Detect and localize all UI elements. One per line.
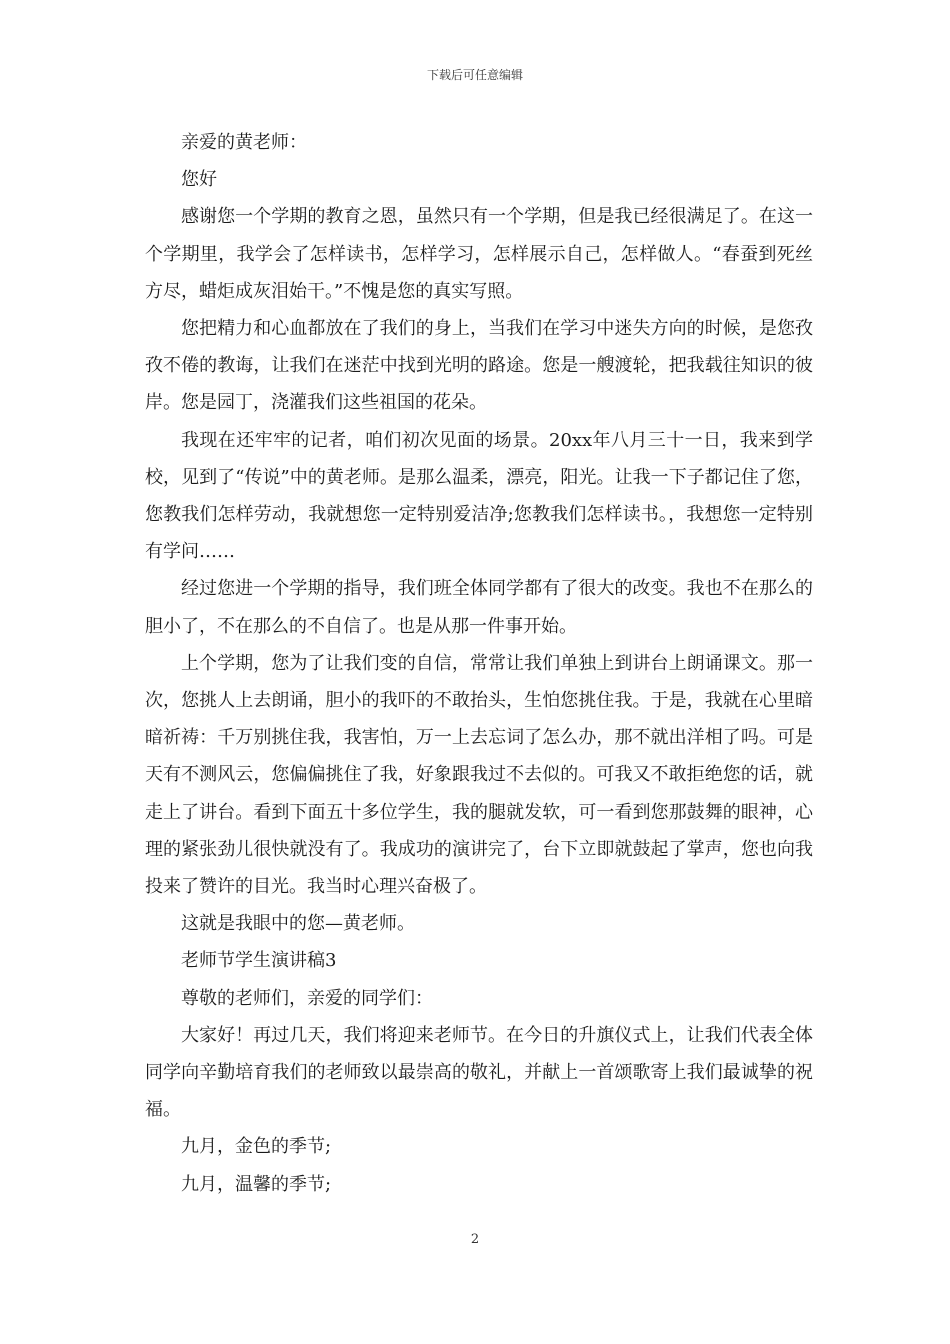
paragraph: 上个学期，您为了让我们变的自信，常常让我们单独上到讲台上朗诵课文。那一次，您挑人上去朗诵，胆小的我吓的不敢抬头，生怕您挑住我。于是，我就在心里暗暗祈祷：千万别挑住我，我害怕，万一上去忘词了怎么办，那不就出洋相了吗。可是天有不测风云，您偏偏挑住了我，好象跟我过不去似的。可我又不敢拒绝您的话，就走上了讲台。看到下面五十多位学生，我的腿就发软，可一看到您那鼓舞的眼神，心理的紧张劲儿很快就没有了。我成功的演讲完了，台下立即就鼓起了掌声，您也向我投来了赞许的目光。我当时心理兴奋极了。 [145, 652, 813, 898]
paragraph: 九月，金色的季节; [181, 1136, 332, 1158]
document-body [145, 124, 813, 1203]
paragraph: 我现在还牢牢的记者，咱们初次见面的场景。20xx年八月三十一日，我来到学校，见到了“传说”中的黄老师。是那么温柔，漂亮，阳光。让我一下子都记住了您，您教我们怎样劳动，我就想您一定特别爱洁净;您教我们怎样读书。，我想您一定特别有学问…… [145, 429, 813, 563]
paragraph: 感谢您一个学期的教育之恩，虽然只有一个学期，但是我已经很满足了。在这一个学期里，我学会了怎样读书，怎样学习，怎样展示自己，怎样做人。“春蚕到死丝方尽，蜡炬成灰泪始干。”不愧是您的真实写照。 [145, 206, 813, 302]
paragraph: 大家好！再过几天，我们将迎来老师节。在今日的升旗仪式上，让我们代表全体同学向辛勤培育我们的老师致以最崇高的敬礼，并献上一首颂歌寄上我们最诚挚的祝福。 [145, 1024, 813, 1121]
paragraph: 经过您进一个学期的指导，我们班全体同学都有了很大的改变。我也不在那么的胆小了，不在那么的不自信了。也是从那一件事开始。 [145, 578, 813, 637]
paragraph: 您把精力和心血都放在了我们的身上，当我们在学习中迷失方向的时候，是您孜孜不倦的教诲，让我们在迷茫中找到光明的路途。您是一艘渡轮，把我载往知识的彼岸。您是园丁，浇灌我们这些祖国的花朵。 [145, 318, 813, 414]
paragraph: 亲爱的黄老师： [181, 132, 307, 153]
section-title: 老师节学生演讲稿3 [181, 950, 337, 972]
page-number: 2 [470, 1232, 480, 1247]
paragraph: 您好 [181, 169, 217, 191]
page-header: 下载后可任意编辑 [426, 68, 523, 82]
paragraph: 九月，温馨的季节; [181, 1173, 332, 1195]
paragraph: 尊敬的老师们，亲爱的同学们： [181, 987, 433, 1009]
paragraph: 这就是我眼中的您—黄老师。 [181, 913, 415, 935]
